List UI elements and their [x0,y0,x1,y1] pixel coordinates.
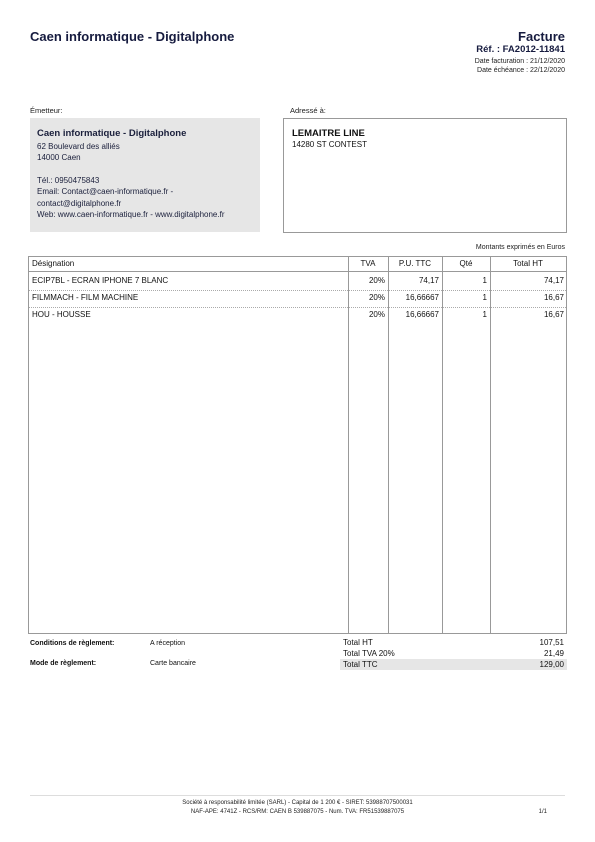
invoice-date: Date facturation : 21/12/2020 [474,58,565,65]
footer-legal-line1: Société à responsabilité limitée (SARL) - Capital de 1 200 € - SIRET: 53988707500031 [182,800,413,806]
row-tva: 20% [368,276,385,285]
table-row [29,307,566,324]
items-table [28,256,567,634]
recipient-address: 14280 ST CONTEST [292,140,367,149]
row-designation: ECIP7BL - ECRAN IPHONE 7 BLANC [32,276,169,285]
table-row [29,273,566,291]
emitter-address-line1: 62 Boulevard des alliés [37,141,120,151]
header-designation: Désignation [32,259,75,268]
recipient-box [283,118,567,233]
emitter-label: Émetteur: [30,106,63,115]
total-tva-row [340,648,567,659]
header-tva: TVA [360,259,376,268]
total-ht-row [340,637,567,648]
emitter-phone: Tél.: 0950475843 [37,175,100,185]
recipient-label: Adressé à: [290,106,326,115]
payment-mode-value: Carte bancaire [150,660,196,667]
header-unit-price: P.U. TTC [398,259,432,268]
header-total-ht: Total HT [513,259,543,268]
row-unit-price: 16,66667 [405,293,439,302]
due-date: Date échéance : 22/12/2020 [477,67,565,74]
row-quantity: 1 [482,310,487,319]
row-designation: FILMMACH - FILM MACHINE [32,293,139,302]
total-ht-value: 107,51 [539,638,564,647]
table-row [29,290,566,308]
emitter-box [30,118,260,232]
total-tva-label: Total TVA 20% [343,649,395,658]
emitter-email-line2: contact@digitalphone.fr [37,198,122,208]
currency-note: Montants exprimés en Euros [475,244,565,251]
row-tva: 20% [368,293,385,302]
total-ttc-label: Total TTC [343,660,378,669]
row-unit-price: 16,66667 [405,310,439,319]
invoice-reference: Réf. : FA2012-11841 [476,44,565,55]
recipient-name: LEMAITRE LINE [292,128,365,139]
payment-terms-label: Conditions de règlement: [30,640,115,647]
totals-block [340,637,567,670]
company-name: Caen informatique - Digitalphone [30,29,235,44]
row-total-ht: 16,67 [543,310,564,319]
row-quantity: 1 [482,293,487,302]
row-tva: 20% [368,310,385,319]
row-total-ht: 16,67 [543,293,564,302]
emitter-address-line2: 14000 Caen [37,153,81,162]
emitter-web: Web: www.caen-informatique.fr - www.digitalphone.fr [37,210,225,219]
row-unit-price: 74,17 [418,276,439,285]
total-ht-label: Total HT [343,638,373,647]
emitter-name: Caen informatique - Digitalphone [37,128,187,139]
row-total-ht: 74,17 [543,276,564,285]
header-quantity: Qté [459,259,473,268]
payment-mode-label: Mode de règlement: [30,660,97,667]
row-quantity: 1 [482,276,487,285]
table-header-row [29,257,566,272]
footer-divider [30,795,565,796]
payment-terms-value: A réception [150,640,186,647]
footer-legal-line2: NAF-APE: 4741Z - RCS/RM: CAEN B 539887075 - Num. TVA: FR51539887075 [190,809,405,815]
total-tva-value: 21,49 [543,649,564,658]
document-type: Facture [518,29,565,44]
total-ttc-row [340,659,567,670]
total-ttc-value: 129,00 [539,660,564,669]
page-number: 1/1 [538,809,547,815]
emitter-email-line1: Email: Contact@caen-informatique.fr - [37,187,174,196]
row-designation: HOU - HOUSSE [32,310,91,319]
